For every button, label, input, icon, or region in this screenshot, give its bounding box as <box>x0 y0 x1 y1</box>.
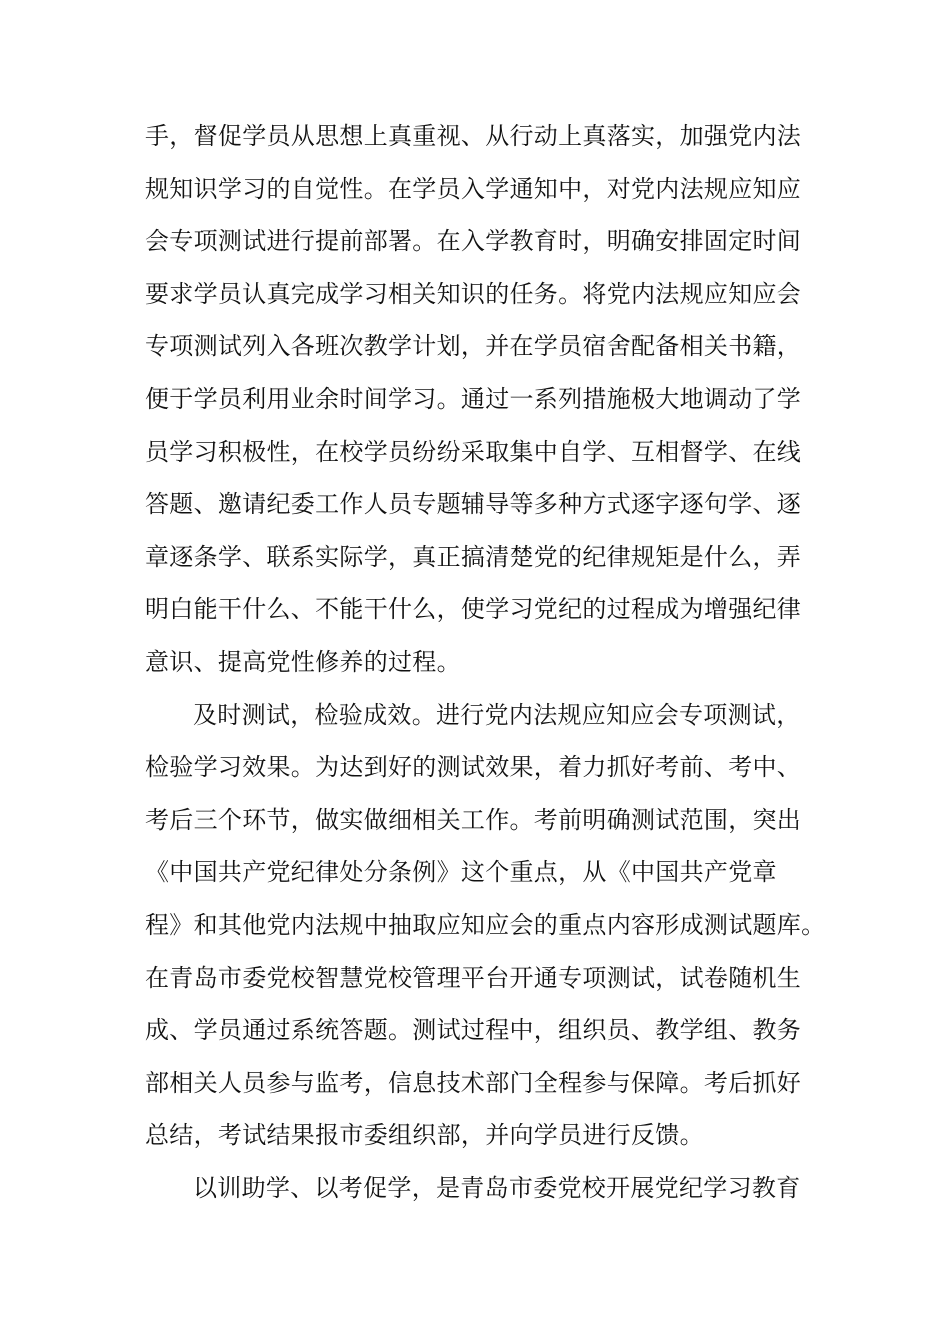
text-line: 规知识学习的自觉性。在学员入学通知中，对党内法规应知应 <box>145 174 802 203</box>
text-line: 以训助学、以考促学，是青岛市委党校开展党纪学习教育 <box>193 1173 801 1202</box>
text-line: 章逐条学、联系实际学，真正搞清楚党的纪律规矩是什么，弄 <box>145 542 802 571</box>
text-line: 及时测试，检验成效。进行党内法规应知应会专项测试， <box>193 700 801 729</box>
document-body <box>145 110 845 1214</box>
paragraph-summary <box>145 1162 845 1215</box>
text-line: 部相关人员参与监考，信息技术部门全程参与保障。考后抓好 <box>145 1068 802 1097</box>
paragraph-testing <box>145 689 845 1162</box>
text-line: 员学习积极性，在校学员纷纷采取集中自学、互相督学、在线 <box>145 437 802 466</box>
text-line: 明白能干什么、不能干什么，使学习党纪的过程成为增强纪律 <box>145 595 802 624</box>
text-line: 会专项测试进行提前部署。在入学教育时，明确安排固定时间 <box>145 227 802 256</box>
text-line: 《中国共产党纪律处分条例》这个重点，从《中国共产党章 <box>145 858 777 887</box>
text-line: 成、学员通过系统答题。测试过程中，组织员、教学组、教务 <box>145 1016 802 1045</box>
text-line: 意识、提高党性修养的过程。 <box>145 647 461 676</box>
text-line: 程》和其他党内法规中抽取应知应会的重点内容形成测试题库。 <box>145 910 826 939</box>
text-line: 总结，考试结果报市委组织部，并向学员进行反馈。 <box>145 1121 704 1150</box>
text-line: 考后三个环节，做实做细相关工作。考前明确测试范围，突出 <box>145 805 802 834</box>
text-line: 检验学习效果。为达到好的测试效果，着力抓好考前、考中、 <box>145 753 802 782</box>
text-line: 要求学员认真完成学习相关知识的任务。将党内法规应知应会 <box>145 279 802 308</box>
text-line: 便于学员利用业余时间学习。通过一系列措施极大地调动了学 <box>145 384 802 413</box>
text-line: 在青岛市委党校智慧党校管理平台开通专项测试，试卷随机生 <box>145 963 802 992</box>
text-line: 专项测试列入各班次教学计划，并在学员宿舍配备相关书籍， <box>145 332 802 361</box>
text-line: 手，督促学员从思想上真重视、从行动上真落实，加强党内法 <box>145 122 802 150</box>
text-line: 答题、邀请纪委工作人员专题辅导等多种方式逐字逐句学、逐 <box>145 490 802 519</box>
paragraph-continued <box>145 110 845 689</box>
